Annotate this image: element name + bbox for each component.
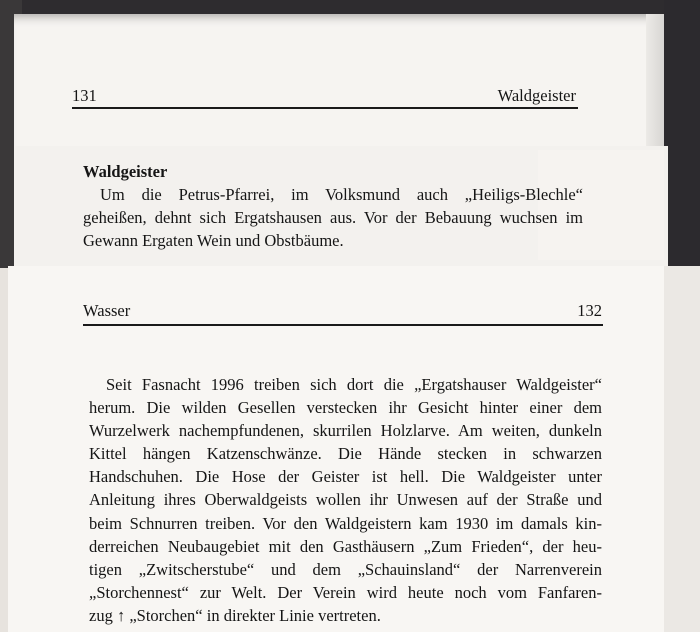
book-cover-right-edge <box>664 0 700 268</box>
body-line: derreichen Neubaugebiet mit den Gasthäusern „Zum Frieden“, der heu- <box>89 536 602 556</box>
body-line: Kittel hängen Katzenschwänze. Die Hände stecken in schwarzen <box>89 444 602 464</box>
page-131-strip <box>14 14 662 146</box>
section-line: Um die Petrus-Pfarrei, im Volksmund auch „Heiligs-Blechle“ <box>100 185 583 204</box>
body-line: Handschuhen. Die Hose der Geister ist hell. Die Waldgeister unter <box>89 467 602 487</box>
page-131-fold <box>646 14 664 146</box>
body-line: Seit Fasnacht 1996 treiben sich dort die „Ergatshauser Waldgeister“ <box>106 375 602 394</box>
running-title: Waldgeister <box>497 86 576 105</box>
body-line: Anleitung ihres Oberwaldgeists wollen ihr Unwesen auf der Straße und <box>89 490 602 510</box>
waldgeister-section <box>83 160 583 252</box>
header-rule <box>72 107 578 109</box>
body-line: herum. Die wilden Gesellen verstecken ihr Gesicht hinter einer dem <box>89 398 602 418</box>
body-line: tigen „Zwitscherstube“ und dem „Schauinsland“ der Narrenverein <box>89 559 602 579</box>
header-rule <box>83 324 603 326</box>
page-132-edge <box>664 266 700 632</box>
body-line: zug ↑ „Storchen“ in direkter Linie vertreten. <box>89 605 381 625</box>
page-number: 131 <box>72 86 97 105</box>
section-line: Gewann Ergaten Wein und Obstbäume. <box>83 231 344 250</box>
body-line: Wurzelwerk nachempfundenen, skurrilen Holzlarve. Am weiten, dunkeln <box>89 421 602 441</box>
section-heading: Waldgeister <box>83 162 168 181</box>
running-title: Wasser <box>83 301 131 320</box>
page-132-header <box>83 301 602 321</box>
body-line: beim Schnurren treiben. Vor den Waldgeistern kam 1930 im damals kin- <box>89 513 602 533</box>
page-131-header <box>72 86 576 106</box>
section-line: geheißen, dehnt sich Ergatshausen aus. Vor der Bebauung wuchsen im <box>83 208 583 227</box>
page-132-body <box>89 373 602 627</box>
page-number: 132 <box>577 301 602 320</box>
body-line: „Storchennest“ zur Welt. Der Verein wird heute noch vom Fanfaren- <box>89 582 602 602</box>
